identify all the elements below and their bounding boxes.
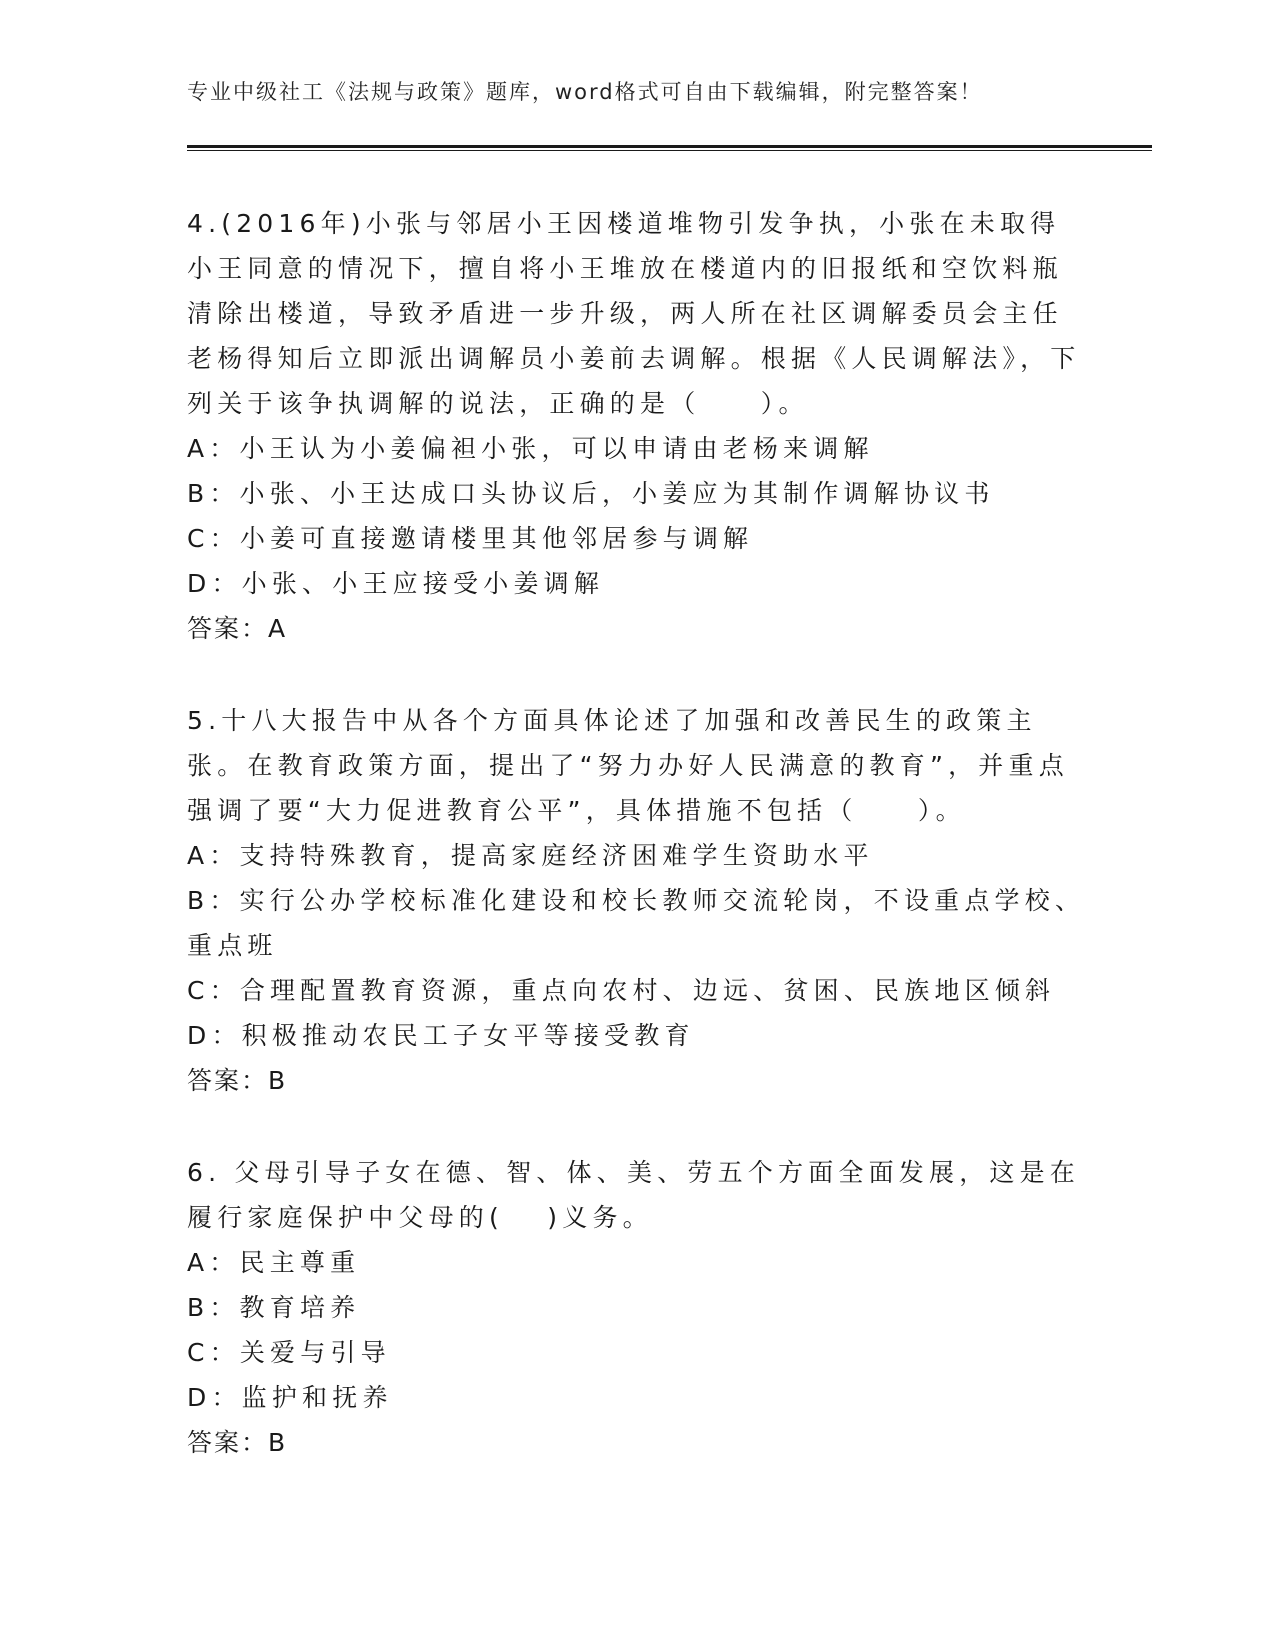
option-c: C：关爱与引导 <box>187 1338 391 1367</box>
answer: 答案：B <box>187 1428 288 1457</box>
option-b: B：实行公办学校标准化建设和校长教师交流轮岗，不设重点学校、重点班 <box>187 886 1086 960</box>
option-d: D：小张、小王应接受小姜调解 <box>187 569 605 598</box>
question-stem: 5.十八大报告中从各个方面具体论述了加强和改善民生的政策主张。在教育政策方面，提出了“努力办好人民满意的教育”，并重点强调了要“大力促进教育公平”，具体措施不包括（ ）。 <box>187 706 1069 825</box>
question-stem: 6. 父母引导子女在德、智、体、美、劳五个方面全面发展，这是在履行家庭保护中父母的( )义务。 <box>187 1158 1081 1232</box>
option-a: A：支持特殊教育，提高家庭经济困难学生资助水平 <box>187 841 874 870</box>
option-a: A：民主尊重 <box>187 1248 361 1277</box>
option-c: C：小姜可直接邀请楼里其他邻居参与调解 <box>187 524 754 553</box>
question-4 <box>187 201 1087 651</box>
header-rule-thick <box>187 145 1152 148</box>
option-a: A：小王认为小姜偏袒小张，可以申请由老杨来调解 <box>187 434 874 463</box>
question-stem: 4.(2016年)小张与邻居小王因楼道堆物引发争执，小张在未取得小王同意的情况下，擅自将小王堆放在楼道内的旧报纸和空饮料瓶清除出楼道，导致矛盾进一步升级，两人所在社区调解委员会主任老杨得知后立即派出调解员小姜前去调解。根据《人民调解法》，下列关于该争执调解的说法，正确的是（ ）。 <box>187 209 1081 418</box>
header-rule-thin <box>187 150 1152 151</box>
question-6 <box>187 1150 1087 1465</box>
answer: 答案：A <box>187 614 288 643</box>
option-d: D：监护和抚养 <box>187 1383 393 1412</box>
option-b: B：教育培养 <box>187 1293 361 1322</box>
option-c: C：合理配置教育资源，重点向农村、边远、贫困、民族地区倾斜 <box>187 976 1056 1005</box>
page-header: 专业中级社工《法规与政策》题库，word格式可自由下载编辑，附完整答案！ <box>187 80 983 104</box>
question-list <box>187 201 1087 1512</box>
option-b: B：小张、小王达成口头协议后，小姜应为其制作调解协议书 <box>187 479 995 508</box>
option-d: D：积极推动农民工子女平等接受教育 <box>187 1021 695 1050</box>
question-5 <box>187 698 1087 1103</box>
answer: 答案：B <box>187 1066 288 1095</box>
